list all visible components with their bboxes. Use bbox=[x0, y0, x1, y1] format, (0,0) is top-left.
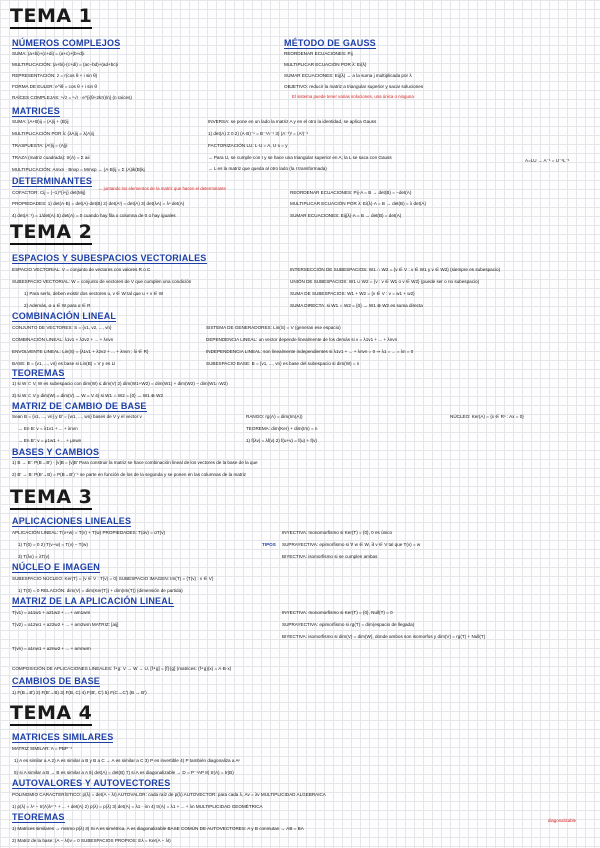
matrices-row: SUMA: (A+B)ij = (A)ij + (B)ij bbox=[12, 119, 69, 124]
det-row: REORDENAR ECUACIONES: Pij·A = B → det(B) = −det(A) bbox=[290, 190, 412, 195]
teoremas4-heading: TEOREMAS bbox=[12, 812, 65, 822]
matrices-row: 1) det(A) ≠ 0 2) (A·B)⁻¹ = B⁻¹A⁻¹ 3) (A⁻¹)ᵗ = (Aᵗ)⁻¹ bbox=[208, 131, 309, 136]
apl-row: 3) T(λv) = λT(v) bbox=[18, 554, 50, 559]
matrices-row: FACTORIZACIÓN LU: L·U = A, U·x = y bbox=[208, 143, 288, 148]
cambio-row: RANGO: rg(A) = dim(Im(A)) bbox=[246, 414, 303, 419]
comb-row: CONJUNTO DE VECTORES: S = {v1, v2, ..., vn} bbox=[12, 325, 112, 330]
gauss-row: SUMAR ECUACIONES: Eij(λ) → a la suma j multiplicada por λ bbox=[284, 73, 412, 78]
espacios-row: INTERSECCIÓN DE SUBESPACIOS: W1 ∩ W2 = {v ∈ V : v ∈ W1 y v ∈ W2} (siempre es subespacio) bbox=[290, 267, 501, 272]
matrices-row: → L es la matriz que queda al otro lado (la I transformada) bbox=[208, 166, 327, 171]
matrices-row: MULTIPLICACIÓN: Amxn · Bnxp = Mmxp → (A·B)ij = Σ (A)ik(B)kj bbox=[12, 167, 145, 172]
tipos-row: BIYECTIVA: isomorfismo si se cumplen ambas bbox=[282, 554, 378, 559]
det-row: COFACTOR: Cij = (−1)^{i+j} det(Mij) bbox=[12, 190, 86, 195]
complejos-heading: NÚMEROS COMPLEJOS bbox=[12, 38, 121, 48]
matriz-apl-heading: MATRIZ DE LA APLICACIÓN LINEAL bbox=[12, 596, 174, 606]
complejos-row: RAÍCES COMPLEJAS: ⁿ√z = ⁿ√r · e^{i(θ+2kπ)/n} (n raíces) bbox=[12, 95, 132, 100]
tipos-row: INYECTIVA: monomorfismo si Ker(T) = {0}, 0 es único bbox=[282, 530, 393, 535]
cambio-row: → En B': v = μ1w1 + ... + μnwn bbox=[18, 438, 82, 443]
tema3-title: TEMA 3 bbox=[10, 486, 93, 508]
autovalores-heading: AUTOVALORES Y AUTOVECTORES bbox=[12, 778, 171, 788]
complejos-row: SUMA: (a+bi)+(c+di) = (a+c)+(b+d)i bbox=[12, 51, 85, 56]
nucleo-heading: NÚCLEO E IMAGEN bbox=[12, 562, 101, 572]
mapl-row: T(v1) = a11w1 + a21w2 + ... + am1wm bbox=[12, 610, 91, 615]
gauss-row: MULTIPLICAR ECUACIÓN POR λ: Ei(λ) bbox=[284, 62, 367, 67]
t4-row: 1) Matrices similares → mismo p(λ) 3) Si A es simétrica, A es diagonalizable BASE COMÚN DE AUTOVECTORES: A y B conmutan → AB = BA bbox=[12, 826, 304, 831]
det-row: MULTIPLICAR ECUACIÓN POR λ: Ei(λ)·A = B → det(B) = λ det(A) bbox=[290, 201, 426, 206]
matrices-row: MULTIPLICACIÓN POR λ: (λA)ij = λ(A)ij bbox=[12, 131, 94, 136]
comb-row: SISTEMA DE GENERADORES: Lin(S) = V (generan ese espacio) bbox=[206, 325, 341, 330]
t4-note: diagonalizable bbox=[548, 818, 577, 823]
mapl-row: T(v2) = a12w1 + a22w2 + ... + am2wm MATRIZ: [aij] bbox=[12, 622, 119, 627]
teoremas-row: 3) si W ⊂ V y dim(W) = dim(V) → W = V 4) si W1 ∩ W2 = {0} → W1 ⊕ W2 bbox=[12, 393, 163, 398]
gauss-heading: MÉTODO DE GAUSS bbox=[284, 38, 376, 48]
cambio-row: 1) f(λv) = λf(v) 2) f(u+v) = f(u) + f(v) bbox=[246, 438, 317, 443]
cambio-row: TEOREMA: dim(Ker) + dim(Im) = n bbox=[246, 426, 318, 431]
apl-row: 1) T(0) = 0 2) T(v−w) = T(v) − T(w) bbox=[18, 542, 88, 547]
matrices-row: TRASPUESTA: (Aᵗ)ij = (A)ji bbox=[12, 143, 68, 148]
bases-row: 1) B → B': P(B→B') · [v]B = [v]B' Para construir la matriz se hace combinación lineal de los vectores de la base de la que bbox=[12, 460, 258, 465]
tipos-label: TIPOS bbox=[262, 542, 276, 547]
apl-row: APLICACIÓN LINEAL: T(v+w) = T(v) + T(w) PROPIEDADES: T(αv) = αT(v) bbox=[12, 530, 166, 535]
composicion: COMPOSICIÓN DE APLICACIONES LINEALES: f∘g: V → W → U, [f∘g] = [f]·[g] (matrices: (f∘g)(x) = A·B·x) bbox=[12, 666, 232, 671]
det-row: SUMAR ECUACIONES: Eij(λ)·A = B → det(B) = det(A) bbox=[290, 213, 402, 218]
sim-row: 5) si A similar a B → B es similar a A 6) det(A) = det(B) 7) si A es diagonalizable → D = P⁻¹AP 8) tr(A) = tr(B) bbox=[14, 770, 234, 775]
espacios-row: 2) Además, α·u ∈ W para α ∈ R bbox=[24, 303, 91, 308]
combinacion-heading: COMBINACIÓN LINEAL bbox=[12, 311, 117, 321]
comb-row: COMBINACIÓN LINEAL: λ1v1 + λ2v2 + ... + λnvn bbox=[12, 337, 114, 342]
det-row: 4) det(A⁻¹) = 1/det(A) 5) det(A) = 0 cuando hay fila o columna de 0 o hay iguales bbox=[12, 213, 176, 218]
similares-heading: MATRICES SIMILARES bbox=[12, 732, 114, 742]
gauss-row: OBJETIVO: reducir la matriz a triangular superior y sacar soluciones bbox=[284, 84, 424, 89]
matrices-row: INVERSA: se pone en un lado la matriz A y en el otro la identidad, se aplica Gauss bbox=[208, 119, 377, 124]
gauss-row: REORDENAR ECUACIONES: Pij bbox=[284, 51, 353, 56]
comb-row: SUBESPACIO BASE: B = {v1, ..., vn} es base del subespacio si dim(W) = n bbox=[206, 361, 360, 366]
bases-heading: BASES Y CAMBIOS bbox=[12, 447, 100, 457]
bases-row: 2) B' → B: P(B'→B) = P(B→B')⁻¹ se parte en función de los de la segunda y se ponen en las columnas de la matriz bbox=[12, 472, 246, 477]
cambios-row: 1) F(B→B') 2) F(B'→B) 3) F(B, C) 4) F(B', C') 5) F(C→C') (B → B') bbox=[12, 690, 147, 695]
cambio-row: → En B: v = λ1v1 + ... + λnvn bbox=[18, 426, 78, 431]
cambios-heading: CAMBIOS DE BASE bbox=[12, 676, 101, 686]
gauss-note: El sistema puede tener varias soluciones, una única o ninguna bbox=[292, 94, 414, 99]
teoremas2-heading: TEOREMAS bbox=[12, 368, 65, 378]
tema1-title: TEMA 1 bbox=[10, 5, 93, 27]
espacios-row: ESPACIO VECTORIAL: V = conjunto de vectores con valores R o C bbox=[12, 267, 151, 272]
sim-row: 1) A es similar a A 2) A es similar a B y B a C → A es similar a C 3) P es invertible 4) P también diagonaliza a Aⁿ bbox=[14, 758, 241, 763]
aplicaciones-heading: APLICACIONES LINEALES bbox=[12, 516, 132, 526]
matrices-heading: MATRICES bbox=[12, 106, 60, 116]
lu-note: A=LU → A⁻¹ = U⁻¹L⁻¹ bbox=[525, 158, 570, 163]
nucleo-def: NÚCLEO: Ker(A) = {x ∈ Rⁿ : Ax = 0} bbox=[450, 414, 524, 419]
tema4-title: TEMA 4 bbox=[10, 702, 93, 724]
mapl-tipos: BIYECTIVA: isomorfismo si dim(V) = dim(W), donde ambos son isomorfos y dim(V) = rg(T) + Null(T) bbox=[282, 634, 486, 639]
espacios-row: SUMA DIRECTA: si W1 ∩ W2 = {0} → W1 ⊕ W2 es suma directa bbox=[290, 303, 423, 308]
determinantes-heading: DETERMINANTES bbox=[12, 176, 93, 186]
mapl-tipos: SUPRAYECTIVA: epimorfismo si rg(T) = dim(espacio de llegada) bbox=[282, 622, 415, 627]
espacios-row: SUMA DE SUBESPACIOS: W1 + W2 = {v ∈ V : v = w1 + w2} bbox=[290, 291, 415, 296]
det-row: PROPIEDADES: 1) det(A·B) = det(A)·det(B) 2) det(Aᵗ) = det(A) 3) det(λA) = λⁿ det(A) bbox=[12, 201, 185, 206]
auto-row: POLINOMIO CARACTERÍSTICO: p(λ) = det(A − λI) AUTOVALOR: cada raíz de p(λ) AUTOVECTOR: para cada λ, Av = λv MULTIPLICIDAD ALGEBRAICA bbox=[12, 792, 326, 797]
teoremas-row: 1) si W ⊂ V, W es subespacio con dim(W) ≤ dim(V) 2) dim(W1+W2) = dim(W1) + dim(W2) − dim(W1∩W2) bbox=[12, 381, 228, 386]
det-note: → juntando los elementos de la matriz que hacen el determinante bbox=[98, 186, 226, 191]
complejos-row: REPRESENTACIÓN: z = r(cos θ + i sin θ) bbox=[12, 73, 98, 78]
matriz-cambio-heading: MATRIZ DE CAMBIO DE BASE bbox=[12, 401, 147, 411]
espacios-row: 1) Para serlo, deben existir dos vectores u, v ∈ W tal que u + v ∈ W bbox=[24, 291, 164, 296]
complejos-row: MULTIPLICACIÓN: (a+bi)·(c+di) = (ac−bd)+(ad+bc)i bbox=[12, 62, 119, 67]
sim-row: MATRIZ SIMILAR: A = PBP⁻¹ bbox=[12, 746, 72, 751]
nucleo-row: 1) T(0) = 0 RELACIÓN: dim(V) = dim(Ker(T)) + dim(Im(T)) (dimensión de partida) bbox=[18, 588, 183, 593]
espacios-row: UNIÓN DE SUBESPACIOS: W1 ∪ W2 = {v : v ∈ W1 o v ∈ W2} (puede ser o no subespacio) bbox=[290, 279, 480, 284]
nucleo-row: SUBESPACIO NÚCLEO: Ker(T) = {v ∈ V : T(v) = 0} SUBESPACIO IMAGEN: Im(T) = {T(v) : v ∈ V} bbox=[12, 576, 214, 581]
auto-row: 1) p(λ) = λⁿ − tr(A)λⁿ⁻¹ + ... + det(A) 2) p(λ) = p(λ) 3) det(A) = λ1···λn 4) tr(A) = λ1 + ... + λn MULTIPLICIDAD GEOMÉTRICA bbox=[12, 804, 263, 809]
matrices-row: → Para U, se cumple con I y se hace una triangular superior en A; la L se saca con Gauss bbox=[208, 155, 392, 160]
comb-row: ENVOLVENTE LINEAL: Lin(S) = {λ1v1 + λ2v2 + ... + λnvn ; λi ∈ R} bbox=[12, 349, 149, 354]
tipos-row: SUPRAYECTIVA: epimorfismo si ∀ w ∈ W, ∃ v ∈ V tal que T(v) = w bbox=[282, 542, 421, 547]
complejos-row: FORMA DE EULER: e^iθ = cos θ + i sin θ bbox=[12, 84, 97, 89]
mapl-tipos: INYECTIVA: monomorfismo si Ker(T) = {0}, Null(T) = 0 bbox=[282, 610, 393, 615]
comb-row: BASE: B = {v1, ..., vn} es base si Lin(B) = V y es LI bbox=[12, 361, 116, 366]
comb-row: INDEPENDENCIA LINEAL: son linealmente independientes si λ1v1 + ... + λnvn = 0 ⇒ λ1 = ... = λn = 0 bbox=[206, 349, 414, 354]
tema2-title: TEMA 2 bbox=[10, 221, 93, 243]
t4-row: 2) Matriz de la base: (A − λI)v = 0 SUBESPACIOS PROPIOS: Eλ = Ker(A − λI) bbox=[12, 838, 171, 843]
espacios-heading: ESPACIOS Y SUBESPACIOS VECTORIALES bbox=[12, 253, 207, 263]
espacios-row: SUBESPACIO VECTORIAL: W = conjunto de vectores de V que cumplen una condición bbox=[12, 279, 192, 284]
matrices-row: TRAZA (matriz cuadrada): tr(A) = Σ aii bbox=[12, 155, 90, 160]
mapl-row: T(vn) = a1nw1 + a2nw2 + ... + amnwm bbox=[12, 646, 91, 651]
comb-row: DEPENDENCIA LINEAL: un vector depende linealmente de los demás si v = λ1v1 + ... + λnvn bbox=[206, 337, 398, 342]
cambio-row: Sean B = {v1, ..., vn} y B' = {w1, ..., wn} bases de V y el vector v bbox=[12, 414, 142, 419]
